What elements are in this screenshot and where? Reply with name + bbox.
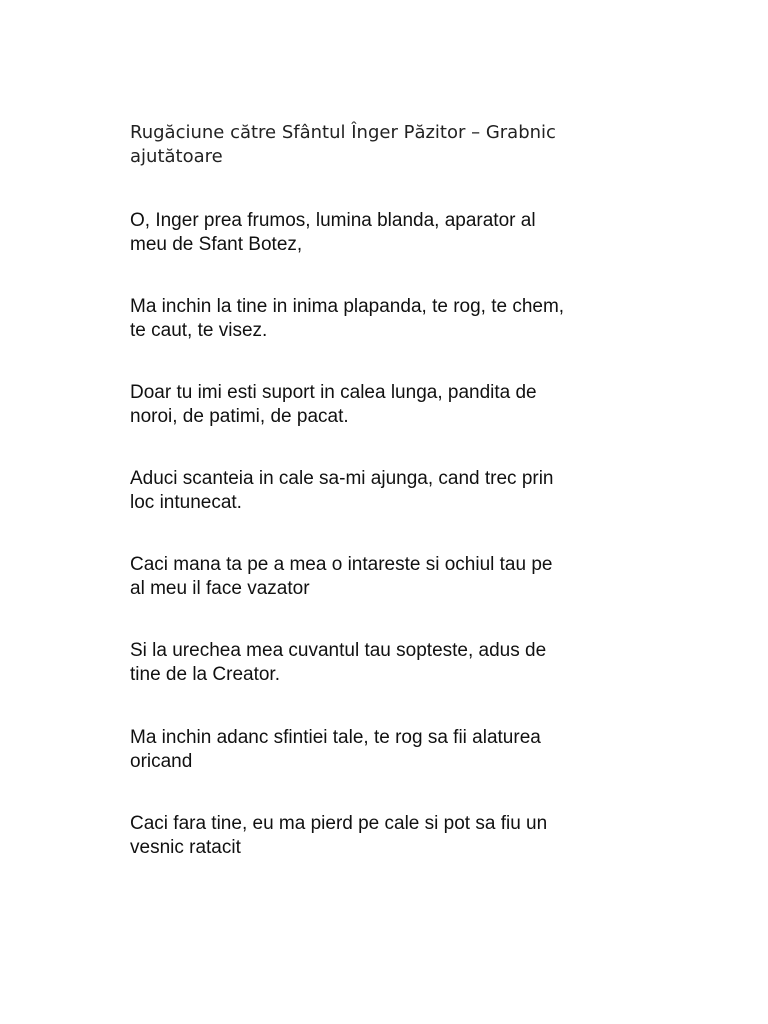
stanza-paragraph: [130, 381, 650, 429]
stanza-line: tine de la Creator.: [130, 664, 280, 685]
stanza-line: oricand: [130, 751, 193, 772]
stanza-line: O, Inger prea frumos, lumina blanda, aparator al: [130, 210, 536, 231]
stanza-line: vesnic ratacit: [130, 837, 241, 858]
stanza-line: Ma inchin adanc sfintiei tale, te rog sa fii alaturea: [130, 727, 541, 748]
stanza-line: noroi, de patimi, de pacat.: [130, 406, 349, 427]
stanza-line: Si la urechea mea cuvantul tau sopteste, adus de: [130, 640, 547, 661]
stanza-line: al meu il face vazator: [130, 578, 310, 599]
stanza-paragraph: [130, 812, 650, 860]
stanza-line: loc intunecat.: [130, 492, 242, 513]
title-line: ajutătoare: [130, 146, 223, 167]
stanza-line: Aduci scanteia in cale sa-mi ajunga, cand trec prin: [130, 468, 554, 489]
stanza-paragraph: [130, 295, 650, 343]
stanza-paragraph: [130, 726, 650, 774]
page-title: [130, 121, 630, 169]
stanza-line: Caci mana ta pe a mea o intareste si ochiul tau pe: [130, 554, 553, 575]
stanza-paragraph: [130, 467, 650, 515]
stanza-line: Doar tu imi esti suport in calea lunga, pandita de: [130, 382, 537, 403]
stanza-paragraph: [130, 639, 650, 687]
stanza-paragraph: [130, 209, 650, 257]
stanza-line: Caci fara tine, eu ma pierd pe cale si pot sa fiu un: [130, 813, 548, 834]
stanza-line: meu de Sfant Botez,: [130, 234, 303, 255]
stanza-paragraph: [130, 553, 650, 601]
stanza-line: Ma inchin la tine in inima plapanda, te rog, te chem,: [130, 296, 565, 317]
title-line: Rugăciune către Sfântul Înger Păzitor – Grabnic: [130, 122, 556, 143]
stanza-line: te caut, te visez.: [130, 320, 268, 341]
